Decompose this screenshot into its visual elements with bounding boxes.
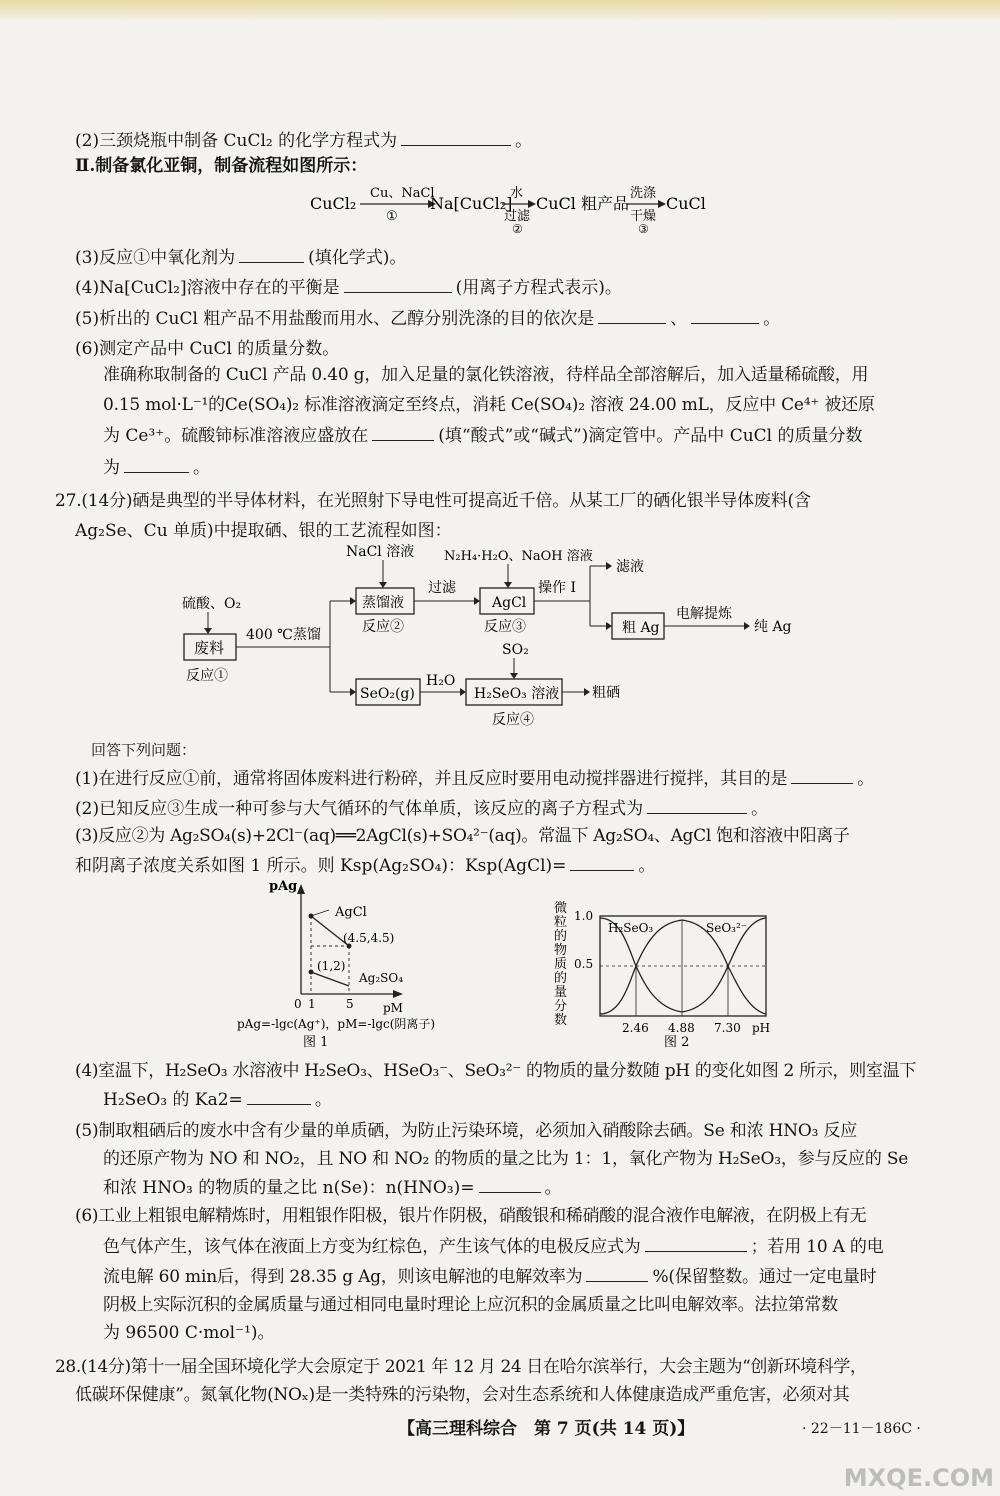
flow2-pure-ag: 纯 Ag (754, 619, 792, 635)
fig2-ytick-05: 0.5 (574, 957, 594, 971)
flow2-h2seo3: H₂SeO₃ 溶液 (474, 686, 560, 702)
q26-3: (3)反应①中氧化剂为 (填化学式)。 (75, 244, 406, 271)
figure-1-chart (225, 876, 485, 1050)
fig1-caption-formula: pAg=-lgc(Ag⁺)，pM=-lgc(阴离子) (237, 1017, 436, 1031)
fig1-point1: (4.5,4.5) (343, 931, 395, 945)
flow1-mid: Na[CuCl₂] (430, 194, 513, 213)
flow2-r2: 反应② (362, 619, 404, 635)
q27-1: (1)在进行反应①前，通常将固体废料进行粉碎，并且反应时要用电动搅拌器进行搅拌，其目的是 。 (75, 765, 874, 792)
figure-2-chart (552, 898, 782, 1048)
fig1-xlabel: pM (383, 1001, 403, 1015)
fig2-series2: SeO₃²⁻ (706, 921, 748, 935)
flow2-distill: 400 ℃蒸馏 (246, 627, 321, 643)
q28-intro-2: 低碳环保健康”。氮氧化物(NOₓ)是一类特殊的污染物，会对生态系统和人体健康造成严重危害，必须对其 (75, 1385, 850, 1405)
watermark-logo: MXQE.COM (843, 1464, 994, 1492)
q27-intro-1: 27.(14分)硒是典型的半导体材料，在光照射下导电性可提高近千倍。从某工厂的硒化银半导体废料(含 (55, 491, 811, 511)
svg-text:微: 微 (554, 901, 568, 916)
q27-6-cont-3: 阴极上实际沉积的金属质量与通过相同电量时理论上应沉积的金属质量之比叫电解效率。法拉第常数 (103, 1295, 838, 1315)
flow2-filtrate: 滤液 (616, 559, 644, 575)
q28-intro-1: 28.(14分)第十一届全国环境化学大会原定于 2021 年 12 月 24 日在哈尔滨举行，大会主题为“创新环境科学， (55, 1357, 867, 1377)
svg-text:分: 分 (554, 999, 568, 1014)
fig2-xtick-1: 2.46 (622, 1021, 649, 1035)
flow1-r1-top: Cu、NaCl (370, 186, 435, 201)
svg-text:粒: 粒 (554, 915, 568, 930)
fig1-series1: AgCl (335, 905, 367, 920)
flow1-r3-bottom: 干燥 (630, 209, 657, 224)
flow2-residue: 蒸馏液 (362, 595, 404, 611)
fig1-series2: Ag₂SO₄ (359, 971, 404, 985)
fig1-point2: (1,2) (317, 959, 346, 973)
q27-6: (6)工业上粗银电解精炼时，用粗银作阳极，银片作阴极，硝酸银和稀硝酸的混合液作电解液，在阴极上有无 (75, 1206, 867, 1226)
q26-6-text-1: 准确称取制备的 CuCl 产品 0.40 g，加入足量的氯化铁溶液，待样品全部溶解后，加入适量稀硫酸，用 (103, 365, 869, 385)
flow2-r3: 反应③ (484, 619, 526, 635)
q27-6-cont-2: 流电解 60 min后，得到 28.35 g Ag，则该电解池的电解效率为 %(保留整数。通过一定电量时 (103, 1263, 876, 1290)
section-ii-heading: Ⅱ.制备氯化亚铜，制备流程如图所示： (75, 156, 368, 176)
svg-text:数: 数 (554, 1013, 568, 1028)
q27-intro-2: Ag₂Se、Cu 单质)中提取硒、银的工艺流程如图： (75, 521, 452, 541)
q27-6-cont-4: 为 96500 C·mol⁻¹)。 (103, 1323, 275, 1343)
q27-4: (4)室温下，H₂SeO₃ 水溶液中 H₂SeO₃、HSeO₃⁻、SeO₃²⁻ 的物质的量分数随 pH 的变化如图 2 所示，则室温下 (75, 1061, 917, 1081)
fig2-ylabel (554, 900, 567, 1028)
footer-page-info: 【高三理科综合 第 7 页(共 14 页)】 (398, 1419, 695, 1439)
fig2-caption: 图 2 (664, 1035, 690, 1048)
flow2-op1: 操作 Ⅰ (538, 580, 576, 596)
flow1-r1-bottom: ① (386, 209, 398, 224)
flow2-nacl: NaCl 溶液 (346, 544, 415, 560)
flow1-mid2: CuCl 粗产品 (536, 194, 629, 213)
flow2-waste: 废料 (194, 639, 225, 657)
flow2-crude-se: 粗硒 (592, 685, 620, 701)
q26-5: (5)析出的 CuCl 粗产品不用盐酸而用水、乙醇分别洗涤的目的依次是 、 。 (75, 305, 780, 332)
flow2-electro: 电解提炼 (676, 606, 732, 622)
flow1-r3-top: 洗涤 (630, 186, 657, 201)
flow2-filter: 过滤 (428, 580, 456, 596)
flow2-so2: SO₂ (502, 642, 529, 658)
q26-6-text-2: 0.15 mol·L⁻¹的Ce(SO₄)₂ 标准溶液滴定至终点，消耗 Ce(SO₄)₂ 溶液 24.00 mL，反应中 Ce⁴⁺ 被还原 (103, 395, 875, 415)
flow1-end: CuCl (666, 194, 706, 213)
flow2-seo2: SeO₂(g) (360, 686, 415, 702)
svg-text:质: 质 (554, 957, 568, 972)
flow2-h2o: H₂O (426, 673, 456, 689)
flow1-r3-num: ③ (638, 222, 649, 236)
flow2-crude-ag: 粗 Ag (622, 620, 660, 636)
q27-2: (2)已知反应③生成一种可参与大气循环的气体单质，该反应的离子方程式为 。 (75, 795, 768, 822)
flow1-start: CuCl₂ (310, 194, 357, 213)
svg-text:的: 的 (554, 971, 568, 986)
q27-5: (5)制取粗硒后的废水中含有少量的单质硒，为防止污染环境，必须加入硝酸除去硒。Se 和浓 HNO₃ 反应 (75, 1121, 858, 1141)
q27-4-cont: H₂SeO₃ 的 Ka2= 。 (103, 1086, 332, 1113)
q26-4: (4)Na[CuCl₂]溶液中存在的平衡是 (用离子方程式表示)。 (75, 274, 622, 301)
q26-2: (2)三颈烧瓶中制备 CuCl₂ 的化学方程式为 。 (75, 127, 532, 154)
flow2-reagent1: 硫酸、O₂ (182, 596, 242, 612)
svg-text:量: 量 (554, 985, 568, 1000)
q27-5-cont-1: 的还原产物为 NO 和 NO₂，且 NO 和 NO₂ 的物质的量之比为 1：1，氧化产物为 H₂SeO₃，参与反应的 Se (103, 1149, 909, 1169)
fig2-xtick-2: 4.88 (668, 1021, 695, 1035)
fig1-tick-5: 5 (346, 997, 354, 1011)
scan-top-edge (0, 0, 1000, 22)
svg-text:物: 物 (554, 943, 568, 958)
flow1-r2-top: 水 (510, 186, 524, 201)
flow2-agcl: AgCl (492, 595, 527, 611)
footer-code: · 22－11－186C · (802, 1421, 921, 1437)
fig1-tick-0: 0 (294, 997, 302, 1011)
svg-text:的: 的 (554, 929, 568, 944)
q27-6-cont-1: 色气体产生，该气体在液面上方变为红棕色，产生该气体的电极反应式为 ；若用 10 A 的电 (103, 1233, 884, 1260)
q27-5-cont-2: 和浓 HNO₃ 的物质的量之比 n(Se)：n(HNO₃)= 。 (103, 1174, 562, 1201)
fig1-ylabel: pAg (269, 879, 298, 894)
q27-3-cont: 和阴离子浓度关系如图 1 所示。则 Ksp(Ag₂SO₄)：Ksp(AgCl)= 。 (75, 852, 655, 879)
fig1-caption: 图 1 (303, 1035, 329, 1050)
fig2-ytick-1: 1.0 (574, 909, 594, 923)
q26-6-text-4: 为 。 (103, 454, 210, 481)
flow1-r2-num: ② (512, 222, 523, 236)
flow2-r4: 反应④ (492, 712, 534, 728)
fig2-xtick-3: 7.30 (714, 1021, 741, 1035)
flow2-reagent3: N₂H₄·H₂O、NaOH 溶液 (444, 549, 593, 564)
flow1-r2-bottom: 过滤 (504, 209, 531, 224)
answer-prompt: 回答下列问题： (91, 741, 197, 759)
fig1-tick-1: 1 (308, 997, 316, 1011)
q27-3: (3)反应②为 Ag₂SO₄(s)+2Cl⁻(aq)══2AgCl(s)+SO₄²⁻(aq)。常温下 Ag₂SO₄、AgCl 饱和溶液中阳离子 (75, 826, 850, 846)
q26-6-text-3: 为 Ce³⁺。硫酸铈标准溶液应盛放在 (填“酸式”或“碱式”)滴定管中。产品中 CuCl 的质量分数 (103, 422, 863, 449)
se-ag-process-flow (170, 542, 820, 738)
flow2-r1: 反应① (186, 668, 228, 684)
fig2-xlabel: pH (752, 1021, 771, 1035)
q26-6: (6)测定产品中 CuCl 的质量分数。 (75, 339, 340, 359)
cucl-flow-diagram (300, 182, 720, 236)
fig2-series1: H₂SeO₃ (608, 921, 654, 935)
